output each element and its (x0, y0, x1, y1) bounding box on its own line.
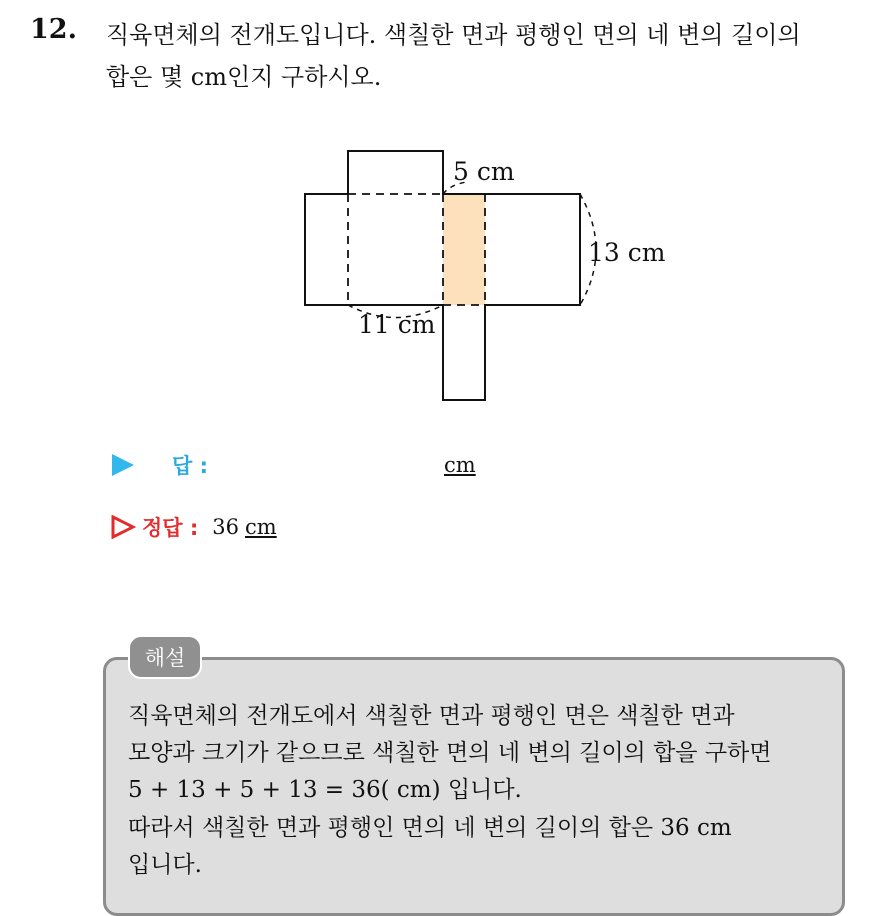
label-13cm: 13 cm (588, 238, 666, 267)
answer-row (110, 450, 476, 480)
correct-row (110, 512, 277, 542)
question-text-line-1: 직육면체의 전개도입니다. 색칠한 면과 평행인 면의 네 변의 길이의 (106, 21, 801, 49)
question-number: 12. (30, 14, 77, 45)
outline-arrow-icon (110, 515, 136, 539)
label-5cm: 5 cm (453, 157, 515, 186)
explanation-title: 해설 (128, 635, 202, 679)
explanation-line: 입니다. (128, 852, 202, 878)
net-outline (305, 151, 580, 400)
cuboid-net-figure (0, 0, 884, 420)
question-text-line-2: 합은 몇 cm인지 구하시오. (106, 63, 382, 91)
play-arrow-icon (110, 453, 136, 477)
explanation-line: 따라서 색칠한 면과 평행인 면의 네 변의 길이의 합은 36 cm (128, 815, 732, 841)
explanation-line: 5 + 13 + 5 + 13 = 36( cm) 입니다. (128, 777, 522, 803)
correct-label: 정답 : (142, 516, 199, 540)
explanation-line: 모양과 크기가 같으므로 색칠한 면의 네 변의 길이의 합을 구하면 (128, 740, 772, 766)
explanation-line: 직육면체의 전개도에서 색칠한 면과 평행인 면은 색칠한 면과 (128, 703, 735, 729)
correct-unit: cm (245, 515, 277, 539)
answer-label: 답 : (172, 454, 208, 478)
label-11cm: 11 cm (358, 310, 436, 339)
answer-unit: cm (444, 453, 476, 477)
correct-value: 36 (212, 515, 240, 539)
shaded-face (443, 194, 485, 305)
